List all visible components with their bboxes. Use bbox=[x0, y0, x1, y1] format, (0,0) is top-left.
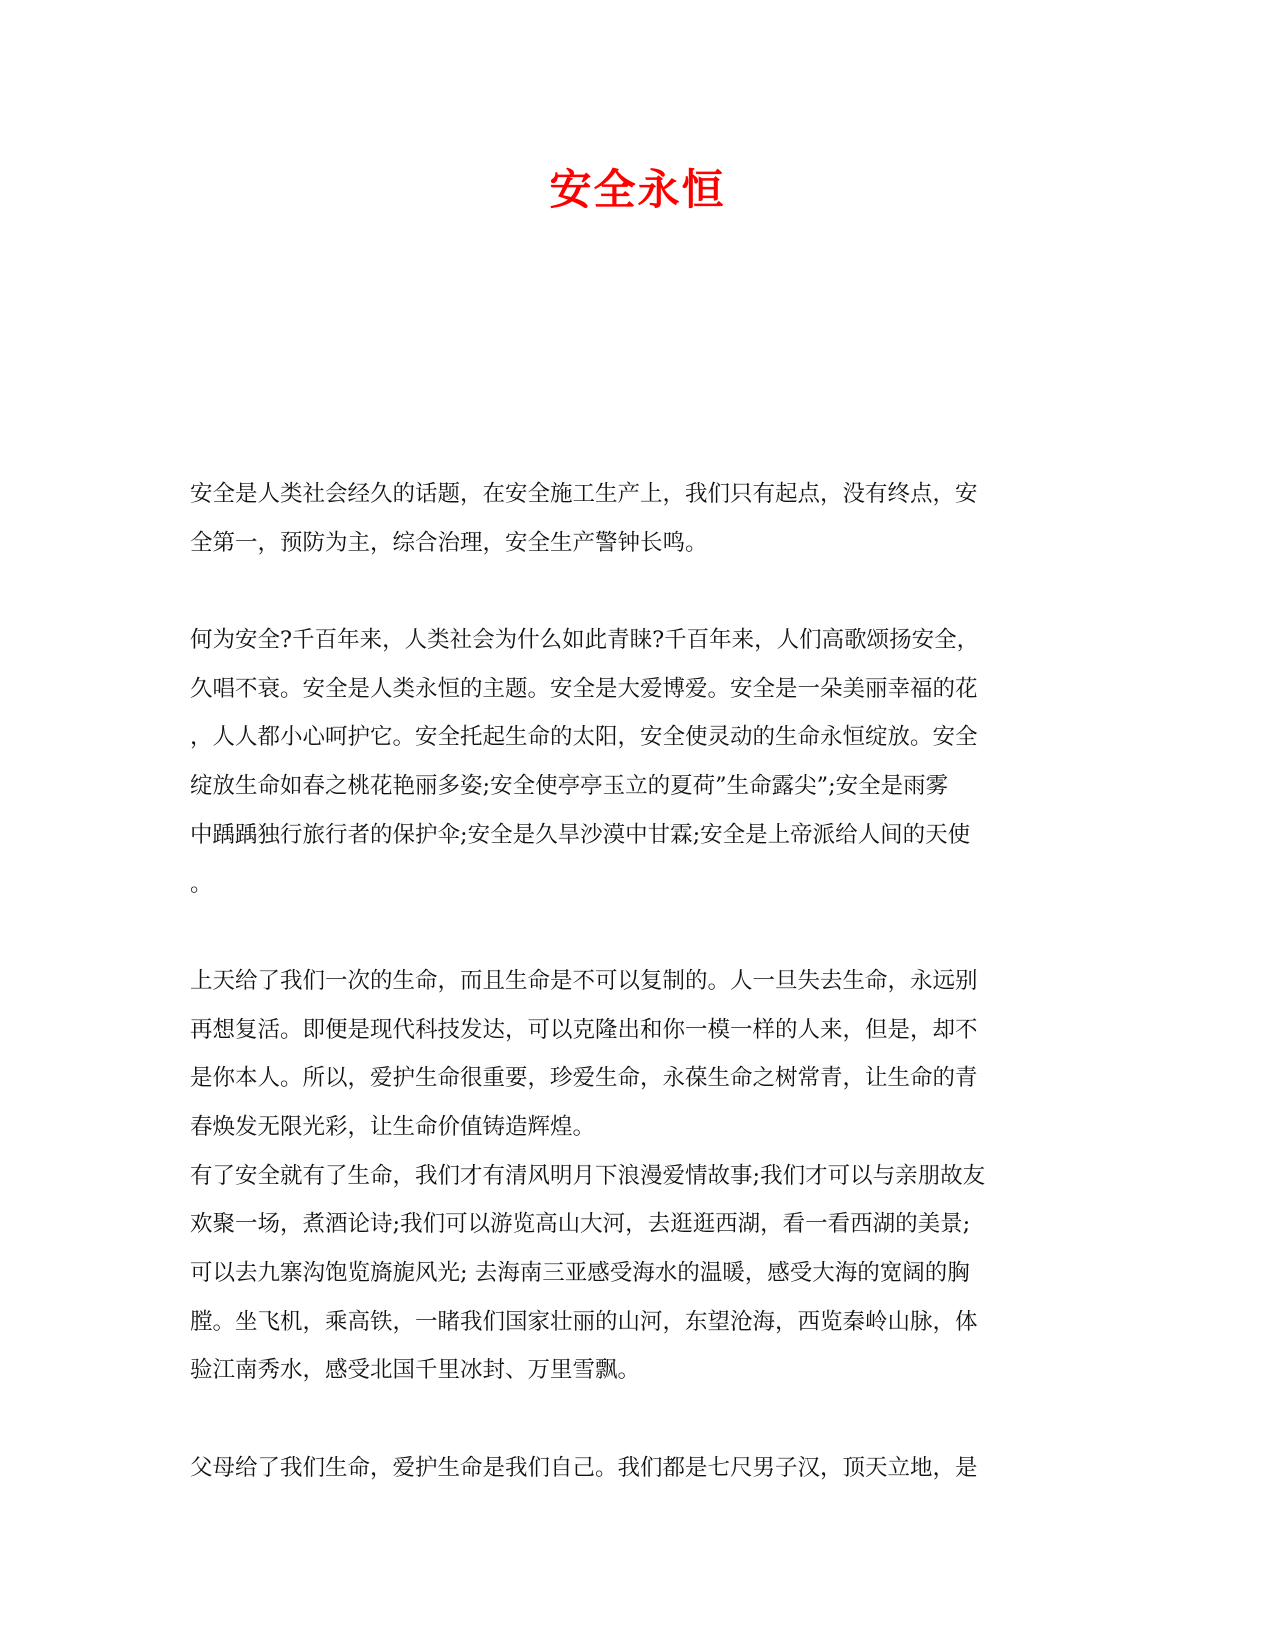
text-line: 再想复活。即便是现代科技发达，可以克隆出和你一模一样的人来，但是，却不 bbox=[190, 1016, 978, 1043]
text-line: 膛。坐飞机，乘高铁，一睹我们国家壮丽的山河，东望沧海，西览秦岭山脉，体 bbox=[190, 1308, 978, 1335]
text-line: 欢聚一场，煮酒论诗;我们可以游览高山大河，去逛逛西湖，看一看西湖的美景; bbox=[190, 1211, 971, 1238]
text-line: 绽放生命如春之桃花艳丽多姿;安全使亭亭玉立的夏荷”生命露尖”;安全是雨雾 bbox=[190, 773, 949, 800]
text-line: 父母给了我们生命，爱护生命是我们自己。我们都是七尺男子汉，顶天立地，是 bbox=[190, 1454, 978, 1481]
text-line: 春焕发无限光彩，让生命价值铸造辉煌。 bbox=[190, 1113, 596, 1140]
document-body bbox=[190, 470, 1078, 1492]
text-line: 上天给了我们一次的生命，而且生命是不可以复制的。人一旦失去生命，永远别 bbox=[190, 967, 978, 994]
text-line: 久唱不衰。安全是人类永恒的主题。安全是大爱博爱。安全是一朵美丽幸福的花 bbox=[190, 675, 978, 702]
paragraph-gap bbox=[190, 1395, 1078, 1444]
paragraph-gap bbox=[190, 567, 1078, 616]
text-line: ，人人都小心呵护它。安全托起生命的太阳，安全使灵动的生命永恒绽放。安全 bbox=[190, 724, 978, 751]
text-line: 是你本人。所以，爱护生命很重要，珍爱生命，永葆生命之树常青，让生命的青 bbox=[190, 1065, 978, 1092]
document-title: 安全永恒 bbox=[549, 165, 726, 214]
text-line: 安全是人类社会经久的话题，在安全施工生产上，我们只有起点，没有终点，安 bbox=[190, 481, 978, 507]
text-line: 全第一，预防为主，综合治理，安全生产警钟长鸣。 bbox=[190, 529, 708, 556]
text-line: 中踽踽独行旅行者的保护伞;安全是久旱沙漠中甘霖;安全是上帝派给人间的天使 bbox=[190, 821, 971, 848]
text-line: 。 bbox=[190, 870, 213, 897]
paragraph-gap bbox=[190, 908, 1078, 957]
text-line: 验江南秀水，感受北国千里冰封、万里雪飘。 bbox=[190, 1357, 641, 1384]
text-line: 有了安全就有了生命，我们才有清风明月下浪漫爱情故事;我们才可以与亲朋故友 bbox=[190, 1162, 986, 1189]
text-line: 何为安全?千百年来，人类社会为什么如此青睐?千百年来，人们高歌颂扬安全， bbox=[190, 627, 980, 654]
text-line: 可以去九寨沟饱览旖旎风光; 去海南三亚感受海水的温暖，感受大海的宽阔的胸 bbox=[190, 1260, 970, 1286]
